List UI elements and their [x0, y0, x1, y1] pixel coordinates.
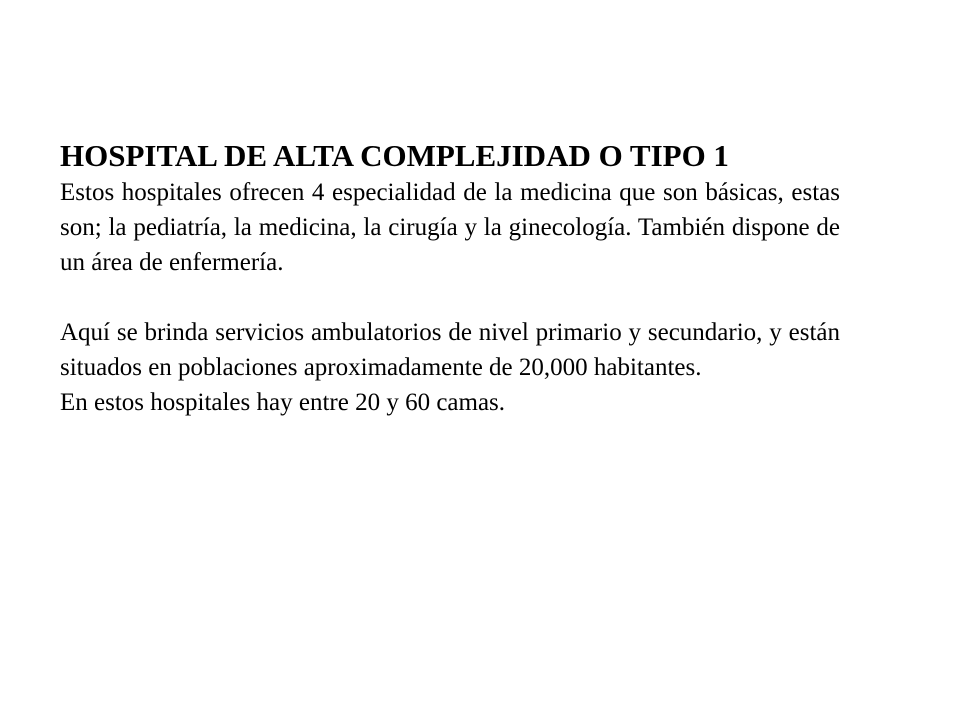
paragraph-beds: En estos hospitales hay entre 20 y 60 camas.: [60, 389, 506, 416]
paragraph-spacer: [60, 280, 840, 315]
paragraph-services: Aquí se brinda servicios ambulatorios de nivel primario y secundario, y están situados en poblaciones aproximadamente de 20,000 habitantes.: [60, 319, 840, 381]
slide-title: HOSPITAL DE ALTA COMPLEJIDAD O TIPO 1: [60, 138, 729, 173]
paragraph-specialties: Estos hospitales ofrecen 4 especialidad de la medicina que son básicas, estas son; la pediatría, la medicina, la cirugía y la ginecología. También dispone de un área de enfermería.: [60, 179, 840, 276]
slide-content: [60, 137, 840, 420]
